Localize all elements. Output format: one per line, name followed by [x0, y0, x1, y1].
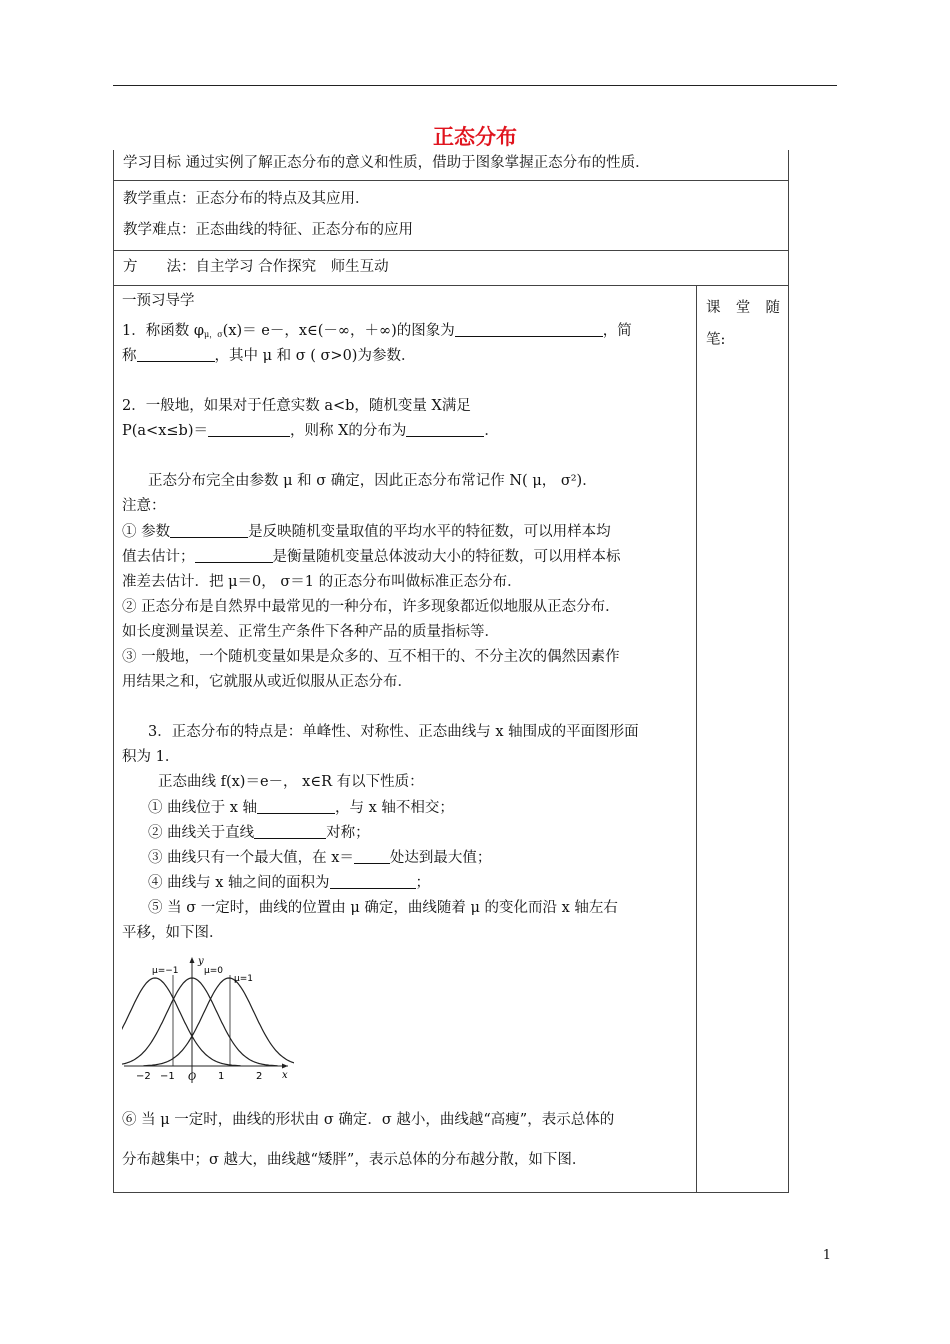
label-mu1: μ=1: [234, 974, 253, 984]
property-1: ① 曲线位于 x 轴 ，与 x 轴不相交；: [148, 800, 454, 816]
property-3: ③ 曲线只有一个最大值，在 x＝ 处达到最大值；: [148, 850, 492, 866]
answer-blank[interactable]: [254, 824, 326, 839]
label-mu-neg1: μ=−1: [152, 966, 179, 976]
property-2: ② 曲线关于直线 对称；: [148, 825, 370, 841]
notes-heading-char: 课: [706, 300, 721, 316]
page-number: 1: [822, 1248, 831, 1263]
note-2-line1: ② 正态分布是自然界中最常见的一种分布，许多现象都近似地服从正态分布．: [122, 599, 620, 615]
property-6-line2: 分布越集中；σ 越大，曲线越“矮胖”，表示总体的分布越分散，如下图．: [122, 1152, 587, 1168]
notes-column-divider: [696, 286, 697, 1192]
y-axis-arrow: [190, 957, 195, 963]
note-3-line1: ③ 一般地，一个随机变量如果是众多的、互不相干的、不分主次的偶然因素作: [122, 649, 620, 665]
class-notes-column: [706, 292, 780, 356]
notes-heading-char: 堂: [735, 300, 751, 316]
answer-blank[interactable]: [170, 523, 248, 538]
objectives-text: 学习目标 通过实例了解正态分布的意义和性质，借助于图象掌握正态分布的性质．: [123, 155, 650, 171]
objectives-row: [113, 150, 789, 181]
normal-curves-figure: [122, 953, 294, 1089]
x-axis-arrow: [282, 1064, 288, 1069]
tick-label: 2: [256, 1071, 263, 1082]
tick-label: 1: [218, 1071, 225, 1082]
origin-label: O: [188, 1072, 197, 1083]
property-4: ④ 曲线与 x 轴之间的面积为 ；: [148, 875, 431, 891]
tick-label: −1: [160, 1071, 175, 1082]
notes-heading-char: 随: [765, 300, 780, 316]
answer-blank[interactable]: [195, 548, 273, 563]
answer-blank[interactable]: [354, 849, 390, 864]
key-points-row: [113, 181, 789, 251]
property-5-line1: ⑤ 当 σ 一定时，曲线的位置由 μ 确定，曲线随着 μ 的变化而沿 x 轴左右: [148, 900, 618, 916]
section-heading: 一预习导学: [122, 293, 195, 309]
question-1-line2: 称 ，其中 μ 和 σ ( σ>0)为参数．: [122, 348, 416, 364]
answer-blank[interactable]: [455, 322, 603, 337]
answer-blank[interactable]: [208, 422, 290, 437]
key-point-text: 教学重点：正态分布的特点及其应用．: [123, 191, 370, 207]
curve-intro: 正态曲线 f(x)＝e－， x∈R 有以下性质：: [158, 774, 424, 790]
note-2-line2: 如长度测量误差、正常生产条件下各种产品的质量指标等．: [122, 624, 499, 640]
curve-group: [122, 978, 294, 1066]
note-1-line1: ① 参数 是反映随机变量取值的平均水平的特征数，可以用样本均: [122, 524, 611, 540]
difficulty-text: 教学难点：正态曲线的特征、正态分布的应用: [123, 222, 413, 238]
label-mu0: μ=0: [204, 966, 223, 976]
question-1-line1: 1．称函数 $\varphi_{\mu,\sigma}(x)= e-$，x∈(－∞，＋∞)的图象为 ，简: [122, 323, 632, 339]
tick-label: −2: [136, 1071, 151, 1082]
property-5-line2: 平移，如下图．: [122, 925, 224, 941]
x-axis-label: x: [282, 1070, 288, 1081]
note-1-line3: 准差去估计．把 μ＝0， σ＝1 的正态分布叫做标准正态分布．: [122, 574, 522, 590]
method-row: [113, 251, 789, 286]
note-3-line2: 用结果之和，它就服从或近似服从正态分布．: [122, 674, 412, 690]
question-2-line2: P(a<x≤b)＝ ，则称 X的分布为 ．: [122, 423, 499, 439]
note-1-line2: 值去估计； 是衡量随机变量总体波动大小的特征数，可以用样本标: [122, 549, 621, 565]
method-text: 方 法：自主学习 合作探究 师生互动: [123, 259, 389, 275]
normal-curve: [122, 978, 241, 1066]
answer-blank[interactable]: [257, 799, 335, 814]
question-3-line2: 积为 1．: [122, 749, 180, 765]
determined-statement: 正态分布完全由参数 μ 和 σ 确定，因此正态分布常记作 N( μ， σ²)．: [148, 473, 597, 489]
page-title: 正态分布: [433, 125, 517, 149]
y-axis-label: y: [198, 956, 204, 967]
normal-curve: [144, 978, 295, 1066]
question-3-line1: 3．正态分布的特点是：单峰性、对称性、正态曲线与 x 轴围成的平面图形面: [148, 724, 639, 740]
answer-blank[interactable]: [137, 347, 215, 362]
answer-blank[interactable]: [330, 874, 416, 889]
header-rule: [113, 85, 837, 86]
answer-blank[interactable]: [406, 422, 484, 437]
note-heading: 注意：: [122, 498, 166, 514]
question-2-line1: 2．一般地，如果对于任意实数 a<b，随机变量 X满足: [122, 398, 471, 414]
property-6-line1: ⑥ 当 μ 一定时，曲线的形状由 σ 确定．σ 越小，曲线越“高瘦”，表示总体的: [122, 1112, 615, 1128]
notes-heading-tail: 笔:: [706, 332, 726, 348]
